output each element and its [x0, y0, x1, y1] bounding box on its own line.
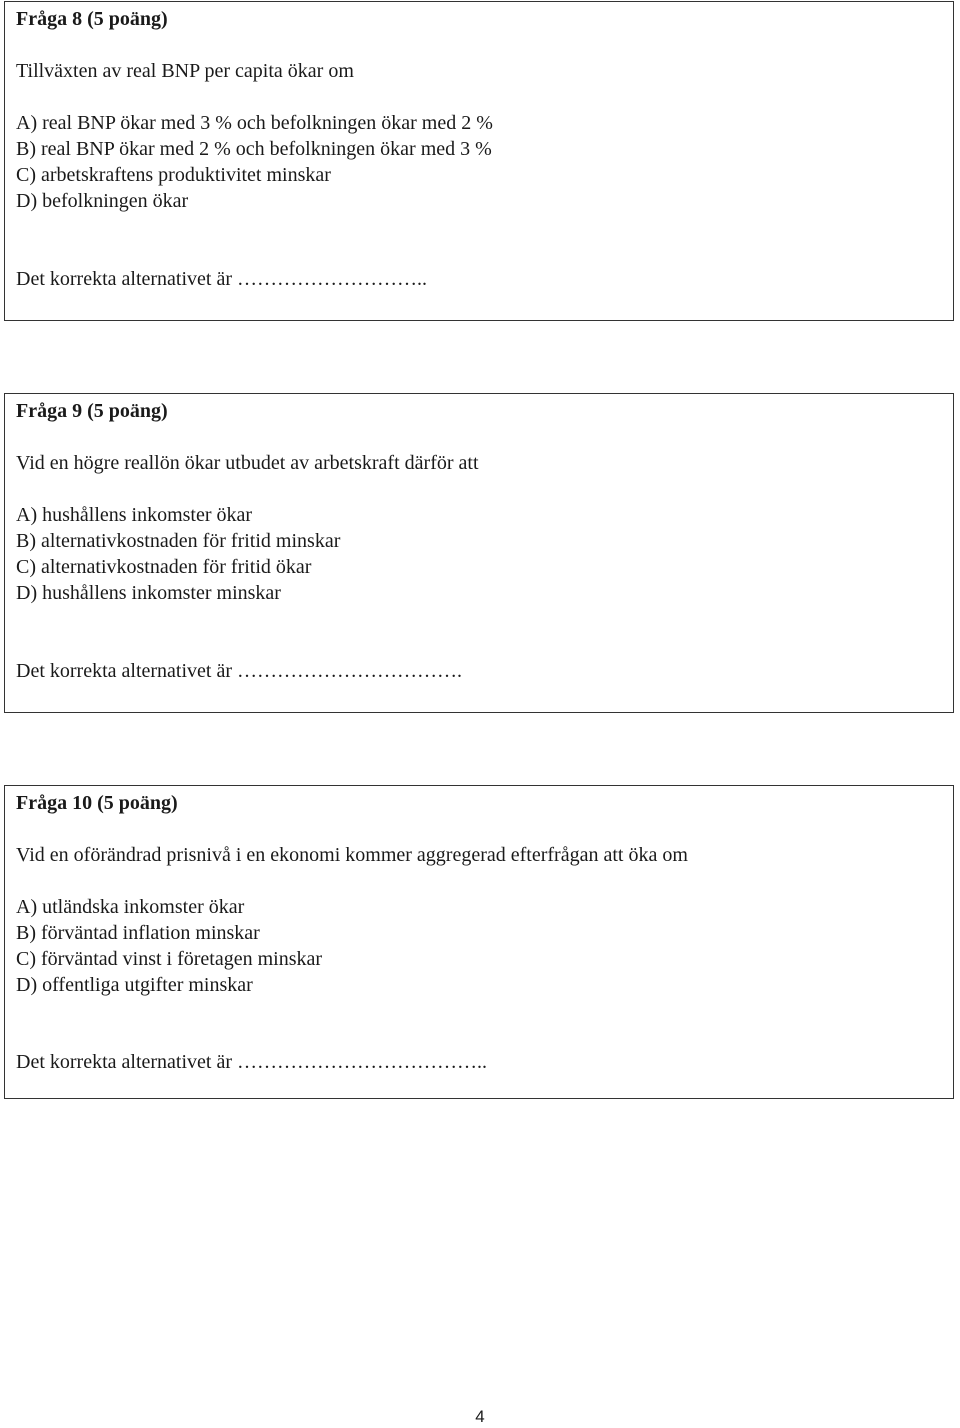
- answer-option: A) hushållens inkomster ökar: [16, 504, 253, 526]
- question-box: [4, 1, 954, 321]
- answer-line: Det korrekta alternativet är ………………………..: [16, 268, 427, 290]
- answer-option: C) förväntad vinst i företagen minskar: [16, 948, 323, 970]
- answer-line: Det korrekta alternativet är …………………………….: [16, 660, 462, 682]
- question-box: [4, 785, 954, 1099]
- question-prompt: Vid en oförändrad prisnivå i en ekonomi kommer aggregerad efterfrågan att öka om: [16, 844, 688, 866]
- answer-line: Det korrekta alternativet är ………………………………..: [16, 1051, 487, 1073]
- answer-option: D) befolkningen ökar: [16, 190, 189, 212]
- answer-option: B) real BNP ökar med 2 % och befolkningen ökar med 3 %: [16, 138, 492, 160]
- answer-option: B) förväntad inflation minskar: [16, 922, 260, 944]
- answer-option: B) alternativkostnaden för fritid minskar: [16, 530, 341, 552]
- answer-option: A) real BNP ökar med 3 % och befolkningen ökar med 2 %: [16, 112, 493, 134]
- question-prompt: Vid en högre reallön ökar utbudet av arbetskraft därför att: [16, 452, 479, 474]
- question-title: Fråga 10 (5 poäng): [16, 792, 178, 814]
- question-box: [4, 393, 954, 713]
- answer-option: C) arbetskraftens produktivitet minskar: [16, 164, 331, 186]
- answer-option: D) offentliga utgifter minskar: [16, 974, 253, 996]
- question-prompt: Tillväxten av real BNP per capita ökar om: [16, 60, 354, 82]
- question-title: Fråga 8 (5 poäng): [16, 8, 168, 30]
- question-title: Fråga 9 (5 poäng): [16, 400, 168, 422]
- answer-option: D) hushållens inkomster minskar: [16, 582, 281, 604]
- page-number: 4: [475, 1407, 485, 1426]
- answer-option: A) utländska inkomster ökar: [16, 896, 245, 918]
- answer-option: C) alternativkostnaden för fritid ökar: [16, 556, 312, 578]
